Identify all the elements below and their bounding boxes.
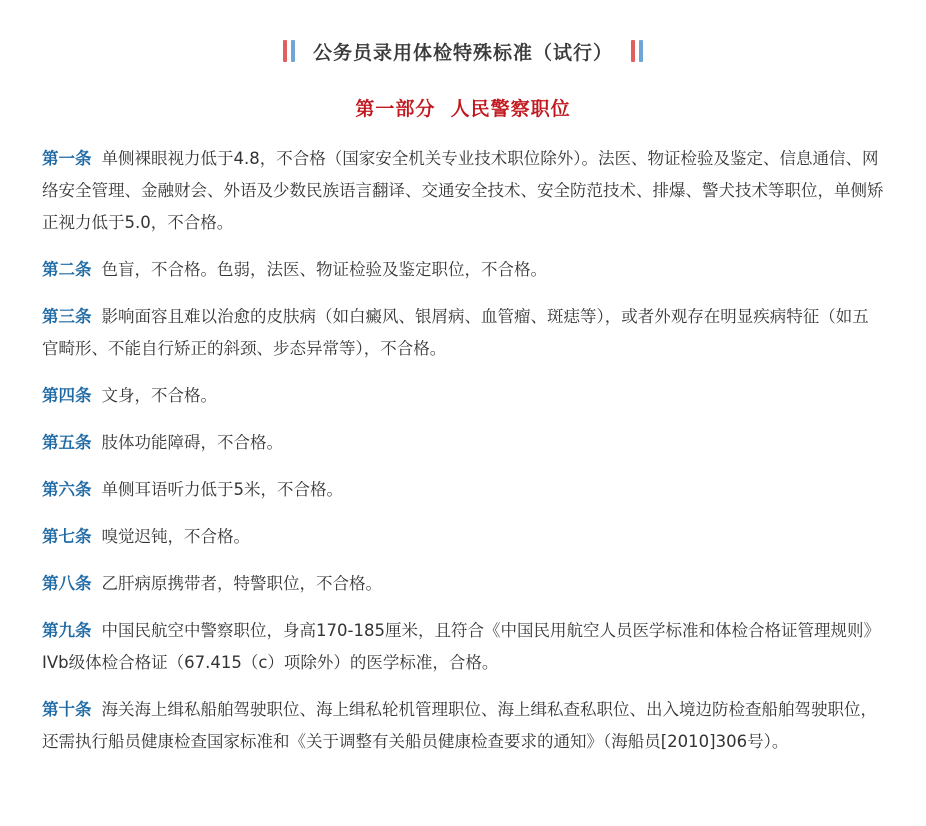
article-6 [42, 474, 884, 506]
article-text: 肢体功能障碍，不合格。 [101, 433, 283, 452]
article-text: 单侧耳语听力低于5米，不合格。 [101, 480, 343, 499]
article-label: 第三条 [42, 307, 92, 326]
article-label: 第一条 [42, 149, 92, 168]
article-text: 嗅觉迟钝，不合格。 [101, 527, 250, 546]
article-text: 色盲，不合格。色弱，法医、物证检验及鉴定职位，不合格。 [101, 260, 547, 279]
article-text: 影响面容且难以治愈的皮肤病（如白癜风、银屑病、血管瘤、斑痣等），或者外观存在明显疾病特征（如五官畸形、不能自行矫正的斜颈、步态异常等），不合格。 [42, 307, 869, 358]
article-label: 第七条 [42, 527, 92, 546]
left-decoration-bars [283, 40, 295, 62]
article-label: 第八条 [42, 574, 92, 593]
article-5 [42, 427, 884, 459]
section-heading: 第一部分 人民警察职位 [355, 98, 571, 120]
article-8 [42, 568, 884, 600]
article-text: 乙肝病原携带者，特警职位，不合格。 [101, 574, 382, 593]
article-1 [42, 143, 884, 239]
article-label: 第四条 [42, 386, 92, 405]
title-row [0, 34, 926, 68]
right-decoration-bars [631, 40, 643, 62]
article-label: 第六条 [42, 480, 92, 499]
page-title: 公务员录用体检特殊标准（试行） [312, 41, 613, 64]
article-list [42, 143, 884, 773]
article-text: 文身，不合格。 [101, 386, 217, 405]
article-7 [42, 521, 884, 553]
article-label: 第九条 [42, 621, 92, 640]
article-label: 第五条 [42, 433, 92, 452]
red-bar-icon [631, 40, 635, 62]
blue-bar-icon [291, 40, 295, 62]
article-3 [42, 301, 884, 365]
article-4 [42, 380, 884, 412]
blue-bar-icon [639, 40, 643, 62]
article-text: 中国民航空中警察职位，身高170-185厘米，且符合《中国民用航空人员医学标准和体检合格证管理规则》IVb级体检合格证（67.415（c）项除外）的医学标准，合格。 [42, 621, 880, 672]
article-2 [42, 254, 884, 286]
article-10 [42, 694, 884, 758]
article-label: 第二条 [42, 260, 92, 279]
article-9 [42, 615, 884, 679]
article-label: 第十条 [42, 700, 92, 719]
red-bar-icon [283, 40, 287, 62]
article-text: 海关海上缉私船舶驾驶职位、海上缉私轮机管理职位、海上缉私查私职位、出入境边防检查船舶驾驶职位，还需执行船员健康检查国家标准和《关于调整有关船员健康检查要求的通知》（海船员[2010]306号）。 [42, 700, 877, 751]
article-text: 单侧裸眼视力低于4.8，不合格（国家安全机关专业技术职位除外）。法医、物证检验及鉴定、信息通信、网络安全管理、金融财会、外语及少数民族语言翻译、交通安全技术、安全防范技术、排爆、警犬技术等职位，单侧矫正视力低于5.0，不合格。 [42, 149, 884, 232]
